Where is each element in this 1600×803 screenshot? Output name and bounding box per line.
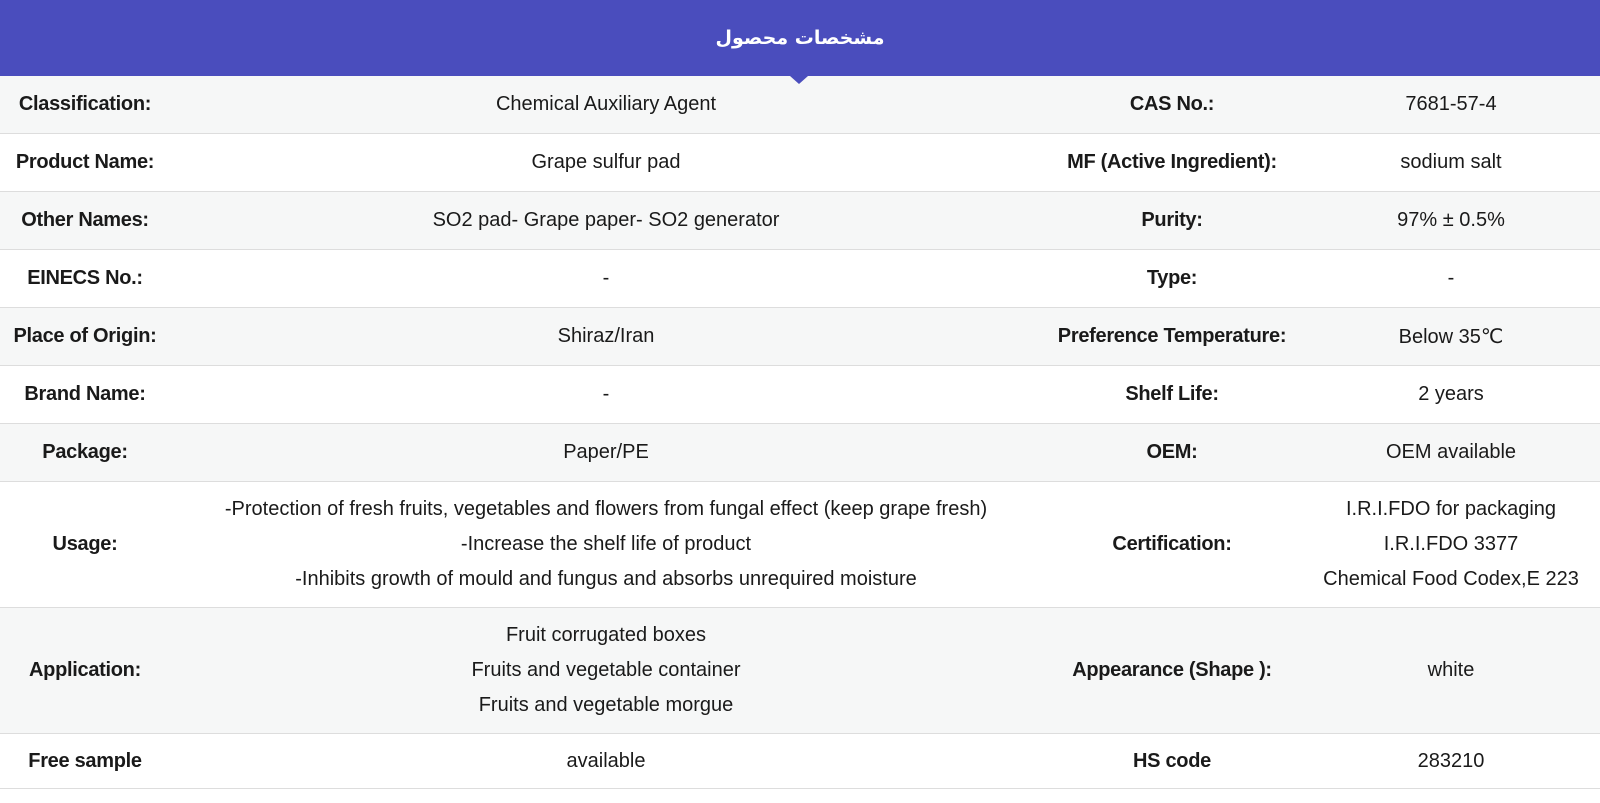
mf-value: sodium salt xyxy=(1400,151,1502,173)
table-row xyxy=(0,76,1600,134)
hs-code-label: HS code xyxy=(1133,749,1211,772)
certification-line: I.R.I.FDO for packaging xyxy=(1345,498,1557,520)
application-label: Application: xyxy=(29,659,141,681)
application-value xyxy=(170,608,1042,734)
preference-temperature-value: Below 35℃ xyxy=(1398,326,1504,348)
table-row xyxy=(0,192,1600,250)
table-row xyxy=(0,734,1600,789)
certification-value xyxy=(1302,482,1600,608)
einecs-label: EINECS No.: xyxy=(27,267,143,289)
certification-line: I.R.I.FDO 3377 xyxy=(1383,533,1519,555)
type-label: Type: xyxy=(1146,267,1198,289)
preference-temperature-label: Preference Temperature: xyxy=(1057,325,1287,347)
table-row xyxy=(0,134,1600,192)
usage-line: -Protection of fresh fruits, vegetables and flowers from fungal effect (keep grape fresh) xyxy=(224,498,988,520)
cas-no-label: CAS No.: xyxy=(1129,93,1215,115)
mf-label: MF (Active Ingredient): xyxy=(1067,151,1277,173)
free-sample-value: available xyxy=(566,749,646,772)
table-row xyxy=(0,424,1600,482)
table-row xyxy=(0,366,1600,424)
appearance-value: white xyxy=(1427,659,1475,681)
certification-label: Certification: xyxy=(1112,533,1232,555)
free-sample-label: Free sample xyxy=(28,749,142,772)
usage-line: -Increase the shelf life of product xyxy=(460,533,752,555)
brand-name-value: - xyxy=(602,383,610,405)
other-names-value: SO2 pad- Grape paper- SO2 generator xyxy=(432,209,780,231)
package-label: Package: xyxy=(42,441,128,463)
place-of-origin-label: Place of Origin: xyxy=(13,325,157,347)
product-name-value: Grape sulfur pad xyxy=(531,151,681,173)
einecs-value: - xyxy=(602,267,610,289)
brand-name-label: Brand Name: xyxy=(24,383,146,405)
application-line: Fruits and vegetable morgue xyxy=(478,694,734,716)
hs-code-value: 283210 xyxy=(1417,749,1485,772)
application-line: Fruits and vegetable container xyxy=(471,659,741,681)
table-row xyxy=(0,608,1600,734)
certification-line: Chemical Food Codex,E 223 xyxy=(1323,568,1579,590)
product-specs-table xyxy=(0,76,1600,789)
tab-title: مشخصات محصول xyxy=(715,27,885,49)
package-value: Paper/PE xyxy=(563,441,649,463)
usage-label: Usage: xyxy=(52,533,118,555)
product-name-label: Product Name: xyxy=(15,151,155,173)
shelf-life-value: 2 years xyxy=(1418,383,1484,405)
active-tab-pointer xyxy=(790,76,808,84)
table-row xyxy=(0,482,1600,608)
other-names-label: Other Names: xyxy=(21,209,149,231)
application-line: Fruit corrugated boxes xyxy=(505,624,707,646)
usage-line: -Inhibits growth of mould and fungus and absorbs unrequired moisture xyxy=(295,568,917,590)
place-of-origin-value: Shiraz/Iran xyxy=(557,325,655,347)
oem-value: OEM available xyxy=(1385,441,1517,463)
appearance-label: Appearance (Shape ): xyxy=(1072,659,1272,681)
purity-label: Purity: xyxy=(1141,209,1203,231)
type-value: - xyxy=(1447,267,1455,289)
cas-no-value: 7681-57-4 xyxy=(1405,93,1497,115)
usage-value xyxy=(170,482,1042,608)
oem-label: OEM: xyxy=(1146,441,1198,463)
classification-label: Classification: xyxy=(18,93,152,115)
table-row xyxy=(0,308,1600,366)
product-specs-tab[interactable] xyxy=(0,0,1600,76)
shelf-life-label: Shelf Life: xyxy=(1125,383,1219,405)
table-row xyxy=(0,250,1600,308)
classification-value: Chemical Auxiliary Agent xyxy=(495,93,717,115)
purity-value: 97% ± 0.5% xyxy=(1397,209,1505,231)
